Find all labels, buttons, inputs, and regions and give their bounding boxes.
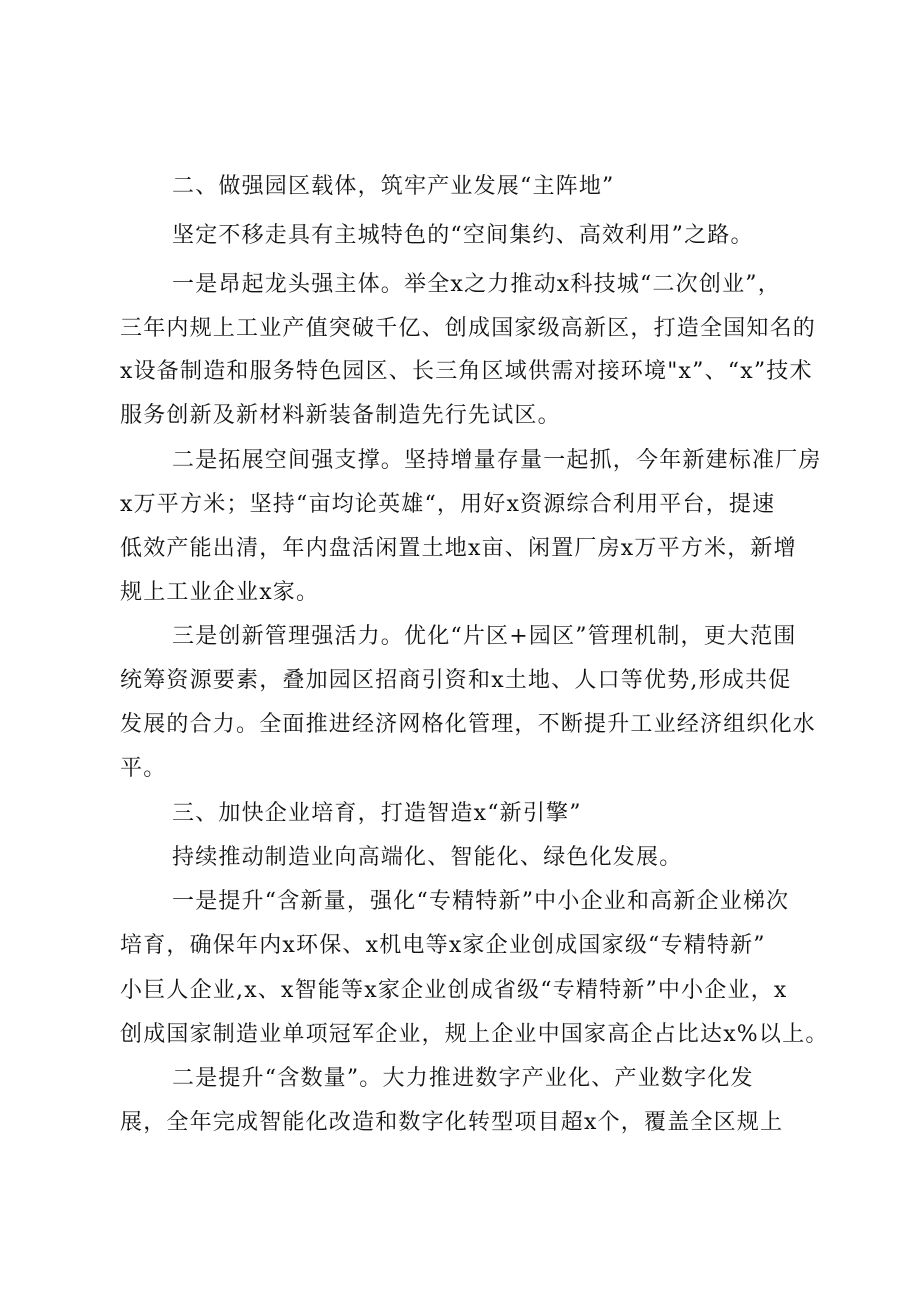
paragraph-line: 创成国家制造业单项冠军企业，规上企业中国家高企占比达x%以上。 [120, 1022, 829, 1047]
paragraph-line: 展，全年完成智能化改造和数字化转型项目超x个，覆盖全区规上 [120, 1110, 784, 1135]
paragraph-line: 平。 [120, 756, 167, 781]
paragraph-intro-2: 坚定不移走具有主城特色的“空间集约、高效利用”之路。 [172, 223, 754, 248]
section-heading-3: 三、加快企业培育，打造智造x“新引擎” [172, 801, 582, 826]
paragraph-line: x设备制造和服务特色园区、长三角区域供需对接环境"x”、“x”技术 [120, 359, 813, 384]
paragraph-line: 发展的合力。全面推进经济网格化管理，不断提升工业经济组织化水 [120, 712, 817, 737]
paragraph-line: 三是创新管理强活力。优化“片区+园区”管理机制，更大范围 [172, 624, 797, 649]
paragraph-line: 小巨人企业,x、x智能等x家企业创成省级“专精特新”中小企业，x [120, 978, 788, 1003]
paragraph-intro-3: 持续推动制造业向高端化、智能化、绿色化发展。 [172, 845, 683, 870]
paragraph-line: 二是拓展空间强支撑。坚持增量存量一起抓，今年新建标准厂房 [172, 448, 822, 473]
paragraph-line: 一是提升“含新量，强化“专精特新”中小企业和高新企业梯次 [172, 889, 790, 914]
paragraph-line: 规上工业企业x家。 [120, 580, 320, 605]
paragraph-line: 培育，确保年内x环保、x机电等x家企业创成国家级“专精特新” [120, 933, 766, 958]
section-heading-2: 二、做强园区载体，筑牢产业发展“主阵地” [172, 174, 615, 199]
paragraph-line: 统筹资源要素，叠加园区招商引资和x土地、人口等优势,形成共促 [120, 668, 792, 693]
paragraph-line: x万平方米；坚持“亩均论英雄“，用好x资源综合利用平台，提速 [120, 492, 776, 517]
paragraph-line: 一是昂起龙头强主体。举全x之力推动x科技城“二次创业”， [172, 272, 781, 297]
paragraph-line: 服务创新及新材料新装备制造先行先试区。 [120, 403, 561, 428]
paragraph-line: 二是提升“含数量”。大力推进数字产业化、产业数字化发 [172, 1066, 754, 1091]
paragraph-line: 三年内规上工业产值突破千亿、创成国家级高新区，打造全国知名的 [120, 316, 817, 341]
paragraph-line: 低效产能出清，年内盘活闲置土地x亩、闲置厂房x万平方米，新增 [120, 536, 797, 561]
